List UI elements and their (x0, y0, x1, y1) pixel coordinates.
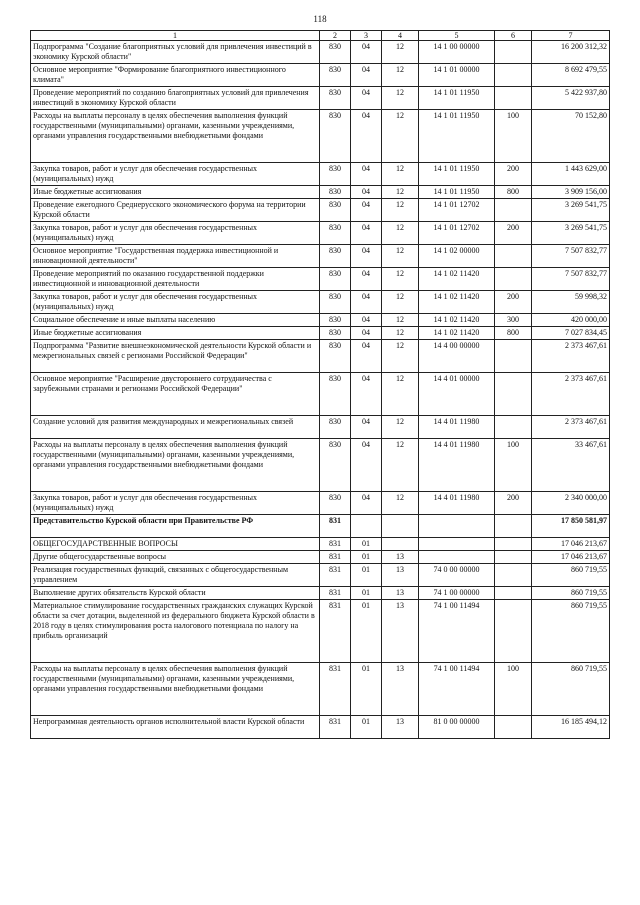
section-code-cell: 04 (351, 186, 382, 199)
expense-name-cell: Расходы на выплаты персоналу в целях обеспечения выполнения функций государственными (муниципальными) органами, казенными учреждениями, органами управления государственными внебюджетными фондами (31, 663, 320, 716)
table-row (31, 199, 610, 222)
target-article-cell: 14 4 01 00000 (419, 373, 495, 416)
expense-name-cell: Подпрограмма "Развитие внешнеэкономической деятельности Курской области и межрегиональных связей с регионами Российской Федерации" (31, 340, 320, 373)
subsection-code-cell: 12 (382, 222, 419, 245)
table-row (31, 340, 610, 373)
table-row (31, 41, 610, 64)
column-header: 3 (351, 31, 382, 41)
table-row (31, 373, 610, 416)
section-code-cell: 01 (351, 716, 382, 739)
subsection-code-cell: 12 (382, 245, 419, 268)
amount-cell: 3 909 156,00 (532, 186, 610, 199)
section-code-cell: 04 (351, 314, 382, 327)
target-article-cell: 74 1 00 11494 (419, 600, 495, 663)
grbs-code-cell: 830 (320, 222, 351, 245)
amount-cell: 420 000,00 (532, 314, 610, 327)
target-article-cell: 14 4 01 11980 (419, 439, 495, 492)
amount-cell: 2 340 000,00 (532, 492, 610, 515)
table-row (31, 87, 610, 110)
table-row (31, 291, 610, 314)
expense-type-cell (495, 41, 532, 64)
subsection-code-cell: 12 (382, 87, 419, 110)
column-header: 6 (495, 31, 532, 41)
section-code-cell: 04 (351, 439, 382, 492)
table-row (31, 587, 610, 600)
amount-cell: 3 269 541,75 (532, 222, 610, 245)
section-code-cell: 04 (351, 41, 382, 64)
budget-table (30, 30, 610, 739)
amount-cell: 16 200 312,32 (532, 41, 610, 64)
amount-cell: 7 507 832,77 (532, 268, 610, 291)
expense-name-cell: Расходы на выплаты персоналу в целях обеспечения выполнения функций государственными (муниципальными) органами, казенными учреждениями, органами управления государственными внебюджетными фондами (31, 439, 320, 492)
subsection-code-cell: 12 (382, 199, 419, 222)
expense-name-cell: Проведение мероприятий по созданию благоприятных условий для привлечения инвестиций в экономику Курской области (31, 87, 320, 110)
section-code-cell: 01 (351, 600, 382, 663)
target-article-cell: 74 0 00 00000 (419, 564, 495, 587)
table-row (31, 327, 610, 340)
section-code-cell: 04 (351, 416, 382, 439)
expense-type-cell (495, 340, 532, 373)
expense-name-cell: Социальное обеспечение и иные выплаты населению (31, 314, 320, 327)
target-article-cell: 14 1 02 00000 (419, 245, 495, 268)
target-article-cell: 74 1 00 11494 (419, 663, 495, 716)
target-article-cell: 14 1 01 12702 (419, 199, 495, 222)
grbs-code-cell: 831 (320, 663, 351, 716)
grbs-code-cell: 830 (320, 41, 351, 64)
subsection-code-cell: 12 (382, 41, 419, 64)
expense-name-cell: Создание условий для развития международных и межрегиональных связей (31, 416, 320, 439)
target-article-cell: 74 1 00 00000 (419, 587, 495, 600)
expense-type-cell (495, 87, 532, 110)
section-code-cell: 04 (351, 268, 382, 291)
section-code-cell: 04 (351, 340, 382, 373)
subsection-code-cell: 13 (382, 551, 419, 564)
subsection-code-cell: 12 (382, 439, 419, 492)
target-article-cell: 14 1 01 11950 (419, 110, 495, 163)
grbs-code-cell: 830 (320, 64, 351, 87)
subsection-code-cell: 13 (382, 587, 419, 600)
expense-type-cell: 800 (495, 186, 532, 199)
table-row (31, 551, 610, 564)
table-row (31, 186, 610, 199)
expense-name-cell: Представительство Курской области при Правительстве РФ (31, 515, 320, 538)
section-code-cell: 04 (351, 327, 382, 340)
amount-cell: 8 692 479,55 (532, 64, 610, 87)
target-article-cell: 81 0 00 00000 (419, 716, 495, 739)
grbs-code-cell: 830 (320, 199, 351, 222)
section-code-cell: 04 (351, 373, 382, 416)
subsection-code-cell: 12 (382, 373, 419, 416)
amount-cell: 1 443 629,00 (532, 163, 610, 186)
grbs-code-cell: 830 (320, 163, 351, 186)
expense-type-cell: 300 (495, 314, 532, 327)
grbs-code-cell: 830 (320, 291, 351, 314)
grbs-code-cell: 831 (320, 716, 351, 739)
subsection-code-cell: 12 (382, 64, 419, 87)
expense-name-cell: Непрограммная деятельность органов исполнительной власти Курской области (31, 716, 320, 739)
expense-type-cell (495, 515, 532, 538)
table-row (31, 416, 610, 439)
grbs-code-cell: 830 (320, 439, 351, 492)
grbs-code-cell: 830 (320, 245, 351, 268)
expense-name-cell: Основное мероприятие "Государственная поддержка инвестиционной и инновационной деятельности" (31, 245, 320, 268)
target-article-cell: 14 1 01 11950 (419, 163, 495, 186)
table-row (31, 515, 610, 538)
expense-name-cell: Расходы на выплаты персоналу в целях обеспечения выполнения функций государственными (муниципальными) органами, казенными учреждениями, органами управления государственными внебюджетными фондами (31, 110, 320, 163)
subsection-code-cell: 12 (382, 163, 419, 186)
expense-type-cell (495, 716, 532, 739)
subsection-code-cell: 12 (382, 186, 419, 199)
expense-type-cell: 200 (495, 222, 532, 245)
table-row (31, 268, 610, 291)
amount-cell: 7 027 834,45 (532, 327, 610, 340)
subsection-code-cell: 12 (382, 340, 419, 373)
grbs-code-cell: 831 (320, 564, 351, 587)
table-row (31, 492, 610, 515)
expense-name-cell: Основное мероприятие "Расширение двустороннего сотрудничества с зарубежными странами и регионами Российской Федерации" (31, 373, 320, 416)
expense-type-cell: 100 (495, 439, 532, 492)
table-row (31, 439, 610, 492)
expense-name-cell: Иные бюджетные ассигнования (31, 327, 320, 340)
expense-type-cell (495, 268, 532, 291)
expense-type-cell: 100 (495, 110, 532, 163)
expense-name-cell: Закупка товаров, работ и услуг для обеспечения государственных (муниципальных) нужд (31, 163, 320, 186)
table-row (31, 222, 610, 245)
grbs-code-cell: 830 (320, 327, 351, 340)
grbs-code-cell: 830 (320, 268, 351, 291)
grbs-code-cell: 831 (320, 600, 351, 663)
subsection-code-cell: 13 (382, 600, 419, 663)
column-header: 4 (382, 31, 419, 41)
expense-type-cell (495, 551, 532, 564)
expense-type-cell: 100 (495, 663, 532, 716)
section-code-cell: 04 (351, 199, 382, 222)
amount-cell: 7 507 832,77 (532, 245, 610, 268)
expense-type-cell (495, 245, 532, 268)
section-code-cell: 04 (351, 110, 382, 163)
grbs-code-cell: 830 (320, 340, 351, 373)
expense-type-cell (495, 64, 532, 87)
grbs-code-cell: 830 (320, 373, 351, 416)
expense-name-cell: Закупка товаров, работ и услуг для обеспечения государственных (муниципальных) нужд (31, 492, 320, 515)
section-code-cell: 04 (351, 163, 382, 186)
subsection-code-cell: 12 (382, 492, 419, 515)
expense-name-cell: Закупка товаров, работ и услуг для обеспечения государственных (муниципальных) нужд (31, 222, 320, 245)
expense-name-cell: Проведение мероприятий по оказанию государственной поддержки инвестиционной и инновационной деятельности (31, 268, 320, 291)
section-code-cell: 04 (351, 87, 382, 110)
table-row (31, 564, 610, 587)
column-header: 2 (320, 31, 351, 41)
grbs-code-cell: 831 (320, 587, 351, 600)
expense-name-cell: Выполнение других обязательств Курской области (31, 587, 320, 600)
expense-name-cell: Закупка товаров, работ и услуг для обеспечения государственных (муниципальных) нужд (31, 291, 320, 314)
target-article-cell: 14 1 02 11420 (419, 327, 495, 340)
table-row (31, 64, 610, 87)
target-article-cell: 14 1 00 00000 (419, 41, 495, 64)
section-code-cell: 01 (351, 564, 382, 587)
target-article-cell (419, 538, 495, 551)
expense-type-cell: 200 (495, 163, 532, 186)
target-article-cell: 14 1 02 11420 (419, 314, 495, 327)
expense-type-cell (495, 587, 532, 600)
target-article-cell: 14 4 01 11980 (419, 416, 495, 439)
subsection-code-cell: 12 (382, 416, 419, 439)
amount-cell: 17 850 581,97 (532, 515, 610, 538)
target-article-cell: 14 1 02 11420 (419, 291, 495, 314)
amount-cell: 2 373 467,61 (532, 416, 610, 439)
target-article-cell: 14 1 01 11950 (419, 87, 495, 110)
expense-type-cell (495, 199, 532, 222)
column-number-row (31, 31, 610, 41)
subsection-code-cell: 12 (382, 268, 419, 291)
target-article-cell: 14 1 01 11950 (419, 186, 495, 199)
expense-name-cell: Иные бюджетные ассигнования (31, 186, 320, 199)
table-body (31, 41, 610, 739)
table-row (31, 600, 610, 663)
subsection-code-cell (382, 538, 419, 551)
amount-cell: 5 422 937,80 (532, 87, 610, 110)
subsection-code-cell: 12 (382, 327, 419, 340)
amount-cell: 33 467,61 (532, 439, 610, 492)
expense-name-cell: ОБЩЕГОСУДАРСТВЕННЫЕ ВОПРОСЫ (31, 538, 320, 551)
target-article-cell: 14 1 01 00000 (419, 64, 495, 87)
amount-cell: 2 373 467,61 (532, 340, 610, 373)
expense-name-cell: Материальное стимулирование государственных гражданских служащих Курской области за счет дотации, выделенной из федерального бюджета Курской области в 2018 году в целях стимулирования роста налогового потенциала по налогу на прибыль организаций (31, 600, 320, 663)
target-article-cell: 14 4 01 11980 (419, 492, 495, 515)
expense-name-cell: Основное мероприятие "Формирование благоприятного инвестиционного климата" (31, 64, 320, 87)
subsection-code-cell: 12 (382, 291, 419, 314)
section-code-cell: 01 (351, 587, 382, 600)
table-row (31, 110, 610, 163)
table-row (31, 716, 610, 739)
section-code-cell: 04 (351, 222, 382, 245)
subsection-code-cell: 13 (382, 716, 419, 739)
grbs-code-cell: 830 (320, 87, 351, 110)
target-article-cell: 14 1 02 11420 (419, 268, 495, 291)
subsection-code-cell: 12 (382, 110, 419, 163)
expense-type-cell (495, 538, 532, 551)
section-code-cell: 01 (351, 551, 382, 564)
column-header: 5 (419, 31, 495, 41)
amount-cell: 70 152,80 (532, 110, 610, 163)
grbs-code-cell: 830 (320, 110, 351, 163)
table-row (31, 663, 610, 716)
target-article-cell: 14 1 01 12702 (419, 222, 495, 245)
section-code-cell (351, 515, 382, 538)
section-code-cell: 04 (351, 245, 382, 268)
section-code-cell: 04 (351, 64, 382, 87)
expense-name-cell: Реализация государственных функций, связанных с общегосударственным управлением (31, 564, 320, 587)
subsection-code-cell: 13 (382, 564, 419, 587)
expense-type-cell (495, 373, 532, 416)
target-article-cell: 14 4 00 00000 (419, 340, 495, 373)
section-code-cell: 01 (351, 663, 382, 716)
amount-cell: 860 719,55 (532, 587, 610, 600)
amount-cell: 59 998,32 (532, 291, 610, 314)
amount-cell: 860 719,55 (532, 564, 610, 587)
section-code-cell: 04 (351, 291, 382, 314)
amount-cell: 17 046 213,67 (532, 551, 610, 564)
expense-type-cell (495, 564, 532, 587)
expense-type-cell: 200 (495, 492, 532, 515)
column-header: 1 (31, 31, 320, 41)
subsection-code-cell: 12 (382, 314, 419, 327)
table-row (31, 538, 610, 551)
amount-cell: 16 185 494,12 (532, 716, 610, 739)
table-row (31, 245, 610, 268)
expense-type-cell: 800 (495, 327, 532, 340)
expense-name-cell: Другие общегосударственные вопросы (31, 551, 320, 564)
grbs-code-cell: 831 (320, 538, 351, 551)
target-article-cell (419, 551, 495, 564)
grbs-code-cell: 830 (320, 314, 351, 327)
expense-name-cell: Проведение ежегодного Среднерусского экономического форума на территории Курской области (31, 199, 320, 222)
grbs-code-cell: 831 (320, 515, 351, 538)
grbs-code-cell: 830 (320, 492, 351, 515)
amount-cell: 17 046 213,67 (532, 538, 610, 551)
grbs-code-cell: 830 (320, 186, 351, 199)
table-row (31, 314, 610, 327)
table-row (31, 163, 610, 186)
expense-name-cell: Подпрограмма "Создание благоприятных условий для привлечения инвестиций в экономику Курской области" (31, 41, 320, 64)
target-article-cell (419, 515, 495, 538)
subsection-code-cell (382, 515, 419, 538)
amount-cell: 3 269 541,75 (532, 199, 610, 222)
amount-cell: 2 373 467,61 (532, 373, 610, 416)
subsection-code-cell: 13 (382, 663, 419, 716)
section-code-cell: 04 (351, 492, 382, 515)
grbs-code-cell: 831 (320, 551, 351, 564)
page-number: 118 (313, 14, 327, 24)
expense-type-cell (495, 416, 532, 439)
amount-cell: 860 719,55 (532, 663, 610, 716)
expense-type-cell: 200 (495, 291, 532, 314)
expense-type-cell (495, 600, 532, 663)
section-code-cell: 01 (351, 538, 382, 551)
grbs-code-cell: 830 (320, 416, 351, 439)
column-header: 7 (532, 31, 610, 41)
amount-cell: 860 719,55 (532, 600, 610, 663)
